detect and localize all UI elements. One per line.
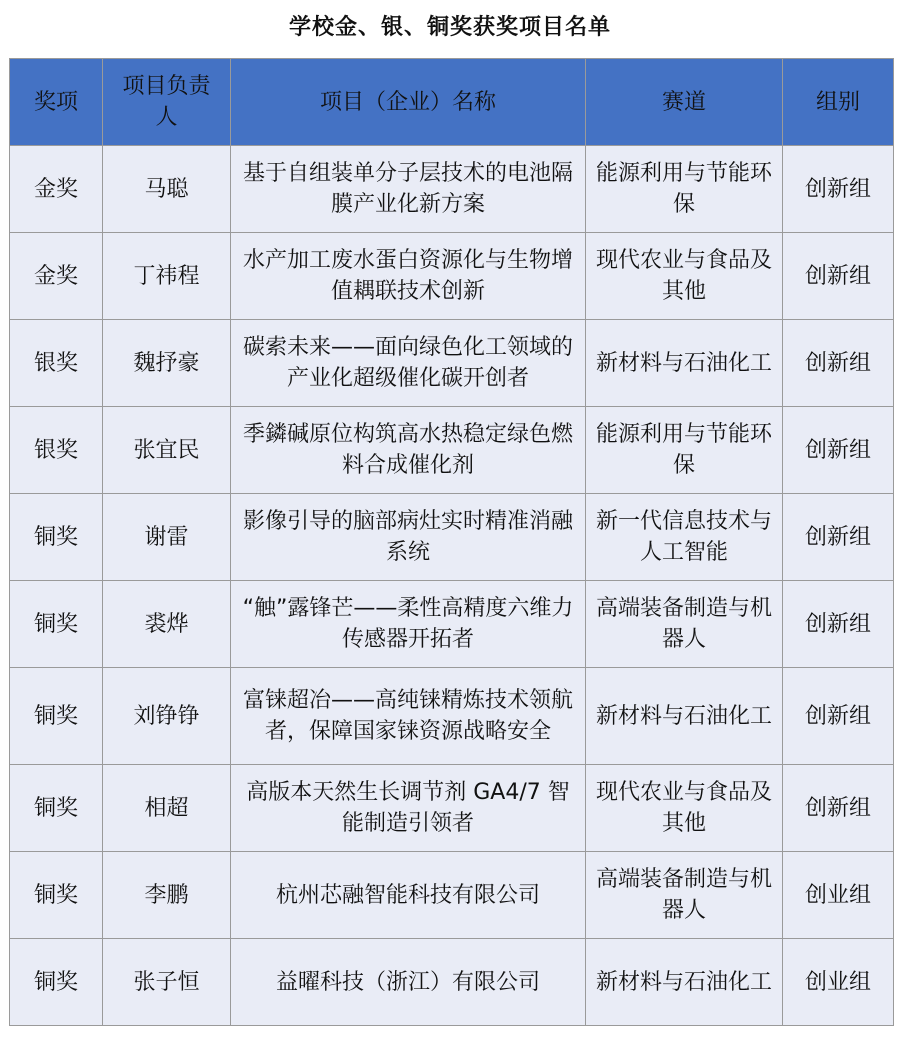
- cell-leader: 刘铮铮: [103, 668, 231, 765]
- table-row: [10, 146, 894, 233]
- cell-group: 创业组: [783, 852, 894, 939]
- cell-track: 高端装备制造与机器人: [586, 852, 783, 939]
- cell-track: 能源利用与节能环保: [586, 146, 783, 233]
- cell-group: 创新组: [783, 407, 894, 494]
- table-row: [10, 852, 894, 939]
- cell-track: 能源利用与节能环保: [586, 407, 783, 494]
- table-row: [10, 581, 894, 668]
- cell-leader: 魏抒豪: [103, 320, 231, 407]
- cell-award: 金奖: [10, 233, 103, 320]
- cell-project-name: 富铼超冶——高纯铼精炼技术领航者，保障国家铼资源战略安全: [231, 668, 586, 765]
- cell-award: 铜奖: [10, 852, 103, 939]
- cell-leader: 丁祎程: [103, 233, 231, 320]
- table-row: [10, 494, 894, 581]
- cell-leader: 相超: [103, 765, 231, 852]
- cell-group: 创业组: [783, 939, 894, 1026]
- cell-track: 现代农业与食品及其他: [586, 765, 783, 852]
- cell-project-name: 杭州芯融智能科技有限公司: [231, 852, 586, 939]
- cell-group: 创新组: [783, 581, 894, 668]
- cell-leader: 裘烨: [103, 581, 231, 668]
- awards-table: [9, 58, 894, 1026]
- cell-track: 新一代信息技术与人工智能: [586, 494, 783, 581]
- cell-award: 金奖: [10, 146, 103, 233]
- cell-track: 新材料与石油化工: [586, 320, 783, 407]
- table-row: [10, 407, 894, 494]
- cell-track: 现代农业与食品及其他: [586, 233, 783, 320]
- cell-award: 银奖: [10, 407, 103, 494]
- cell-track: 新材料与石油化工: [586, 668, 783, 765]
- cell-project-name: 影像引导的脑部病灶实时精准消融系统: [231, 494, 586, 581]
- cell-group: 创新组: [783, 668, 894, 765]
- cell-project-name: 益曜科技（浙江）有限公司: [231, 939, 586, 1026]
- cell-group: 创新组: [783, 494, 894, 581]
- table-row: [10, 939, 894, 1026]
- header-project-name: 项目（企业）名称: [231, 59, 586, 146]
- cell-leader: 谢雷: [103, 494, 231, 581]
- cell-award: 铜奖: [10, 765, 103, 852]
- cell-project-name: 碳索未来——面向绿色化工领域的产业化超级催化碳开创者: [231, 320, 586, 407]
- cell-track: 新材料与石油化工: [586, 939, 783, 1026]
- header-leader: 项目负责人: [103, 59, 231, 146]
- cell-group: 创新组: [783, 320, 894, 407]
- cell-track: 高端装备制造与机器人: [586, 581, 783, 668]
- cell-leader: 张子恒: [103, 939, 231, 1026]
- cell-leader: 李鹏: [103, 852, 231, 939]
- header-award: 奖项: [10, 59, 103, 146]
- page-title: 学校金、银、铜奖获奖项目名单: [288, 15, 611, 40]
- cell-project-name: 水产加工废水蛋白资源化与生物增值耦联技术创新: [231, 233, 586, 320]
- cell-leader: 张宜民: [103, 407, 231, 494]
- cell-group: 创新组: [783, 233, 894, 320]
- cell-award: 银奖: [10, 320, 103, 407]
- header-group: 组别: [783, 59, 894, 146]
- table-row: [10, 668, 894, 765]
- cell-project-name: 基于自组装单分子层技术的电池隔膜产业化新方案: [231, 146, 586, 233]
- header-track: 赛道: [586, 59, 783, 146]
- cell-project-name: 高版本天然生长调节剂 GA4/7 智能制造引领者: [231, 765, 586, 852]
- cell-award: 铜奖: [10, 581, 103, 668]
- cell-project-name: “触”露锋芒——柔性高精度六维力传感器开拓者: [231, 581, 586, 668]
- cell-leader: 马聪: [103, 146, 231, 233]
- cell-award: 铜奖: [10, 939, 103, 1026]
- table-row: [10, 320, 894, 407]
- cell-award: 铜奖: [10, 494, 103, 581]
- cell-project-name: 季鏻碱原位构筑高水热稳定绿色燃料合成催化剂: [231, 407, 586, 494]
- cell-award: 铜奖: [10, 668, 103, 765]
- table-row: [10, 765, 894, 852]
- table-header-row: [10, 59, 894, 146]
- cell-group: 创新组: [783, 146, 894, 233]
- table-row: [10, 233, 894, 320]
- cell-group: 创新组: [783, 765, 894, 852]
